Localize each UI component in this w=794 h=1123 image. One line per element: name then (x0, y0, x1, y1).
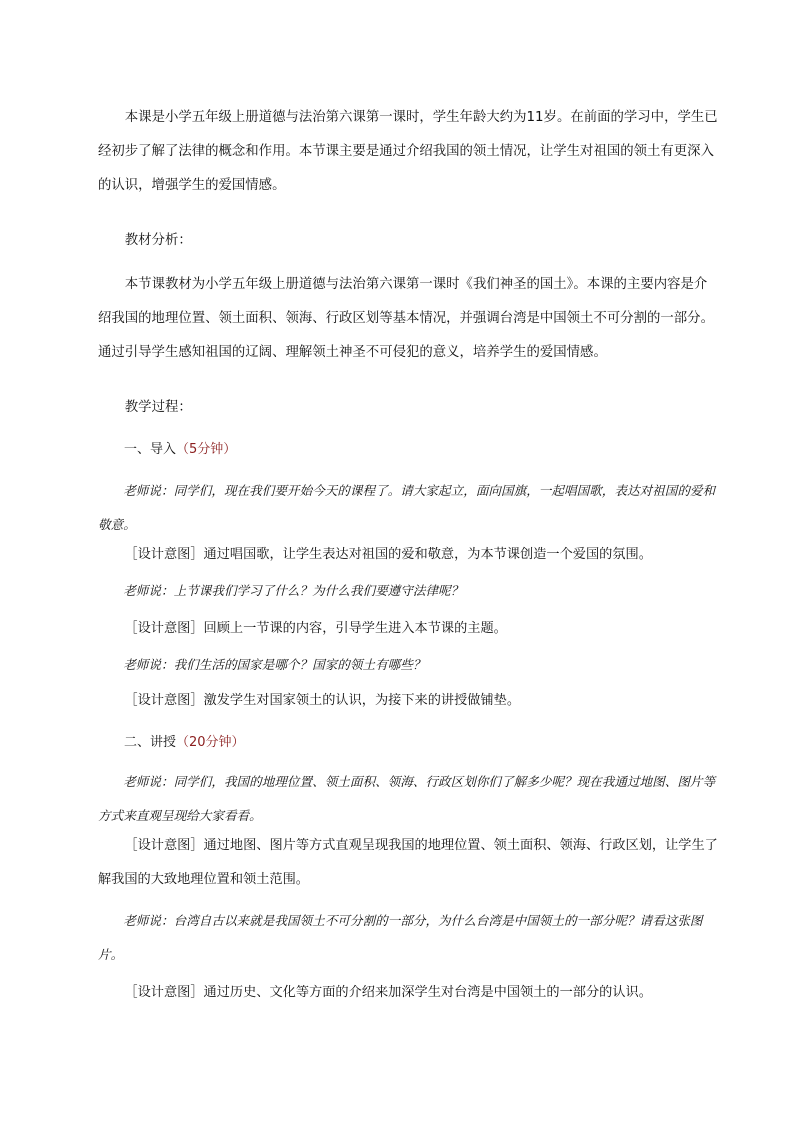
section2-time: （20分钟） (176, 735, 245, 750)
design-intent-1: ［设计意图］通过唱国歌，让学生表达对祖国的爱和敬意，为本节课创造一个爱国的氛围。 (124, 547, 652, 562)
teacher-line-3: 老师说：我们生活的国家是哪个？国家的领土有哪些？ (123, 657, 426, 672)
teacher-line-4: 老师说：同学们，我国的地理位置、领土面积、领海、行政区划你们了解多少呢？现在我通过地图、图片等方式来直观呈现给大家看看。 (98, 774, 716, 823)
intro-paragraph: 本课是小学五年级上册道德与法治第六课第一课时，学生年龄大约为11岁。在前面的学习中，学生已经初步了解了法律的概念和作用。本节课主要是通过介绍我国的领土情况，让学生对祖国的领土有更深入的认识，增强学生的爱国情感。 (98, 110, 718, 193)
design-intent-4: ［设计意图］通过地图、图片等方式直观呈现我国的地理位置、领土面积、领海、行政区划，让学生了解我国的大致地理位置和领土范围。 (98, 838, 718, 887)
design-intent-2: ［设计意图］回顾上一节课的内容，引导学生进入本节课的主题。 (124, 621, 507, 636)
section1-title: 一、导入 (124, 442, 177, 457)
section2-heading (98, 733, 245, 753)
section1-time: （5分钟） (176, 442, 237, 457)
analysis-heading: 教材分析： (124, 233, 192, 248)
teacher-line-1: 老师说：同学们，现在我们要开始今天的课程了。请大家起立，面向国旗，一起唱国歌，表达对祖国的爱和敬意。 (98, 483, 716, 532)
teacher-line-5: 老师说：台湾自古以来就是我国领土不可分割的一部分，为什么台湾是中国领土的一部分呢？请看这张图片。 (98, 913, 703, 962)
section1-heading (98, 440, 236, 460)
section2-title: 二、讲授 (124, 735, 177, 750)
analysis-paragraph: 本节课教材为小学五年级上册道德与法治第六课第一课时《我们神圣的国土》。本课的主要内容是介绍我国的地理位置、领土面积、领海、行政区划等基本情况，并强调台湾是中国领土不可分割的一部分。通过引导学生感知祖国的辽阔、理解领土神圣不可侵犯的意义，培养学生的爱国情感。 (98, 277, 714, 360)
design-intent-3: ［设计意图］激发学生对国家领土的认识，为接下来的讲授做铺垫。 (124, 693, 521, 708)
design-intent-5: ［设计意图］通过历史、文化等方面的介绍来加深学生对台湾是中国领土的一部分的认识。 (124, 985, 652, 1000)
process-heading: 教学过程： (124, 400, 192, 415)
teacher-line-2: 老师说：上节课我们学习了什么？为什么我们要遵守法律呢？ (123, 583, 464, 598)
